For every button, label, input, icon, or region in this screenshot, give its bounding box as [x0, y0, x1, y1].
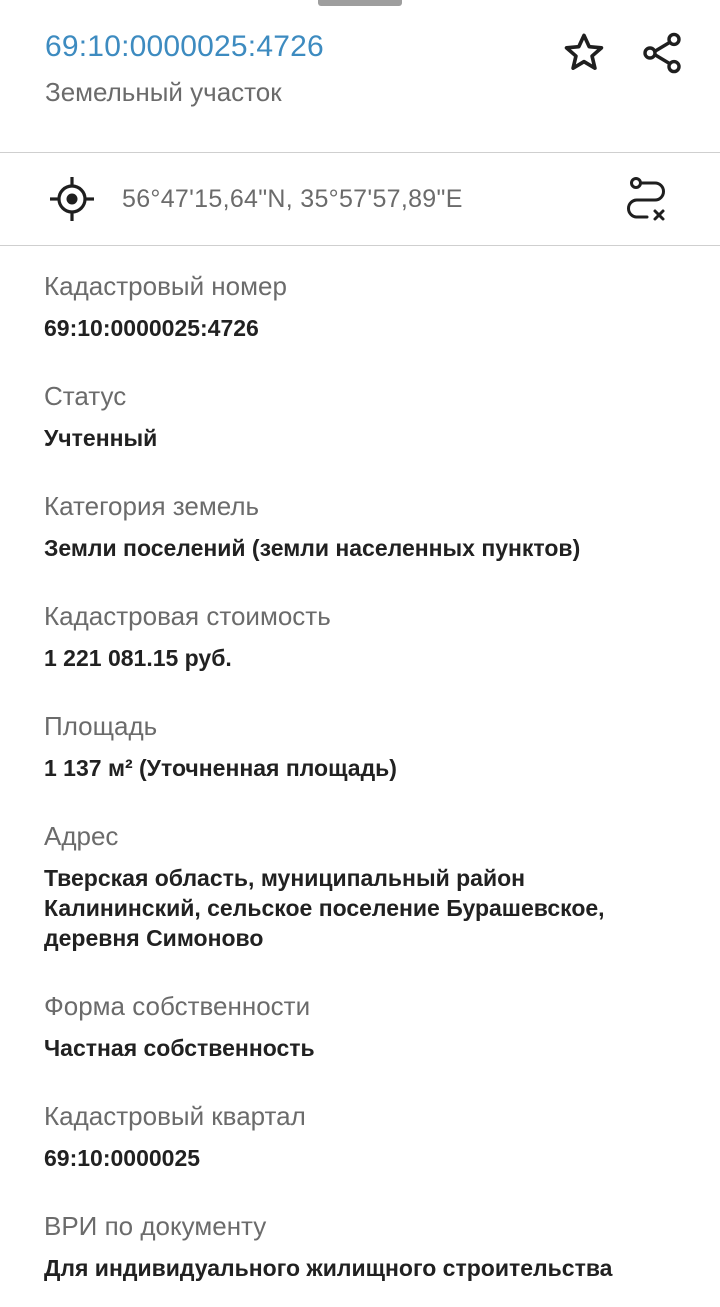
coordinates-text[interactable]: 56°47'15,64"N, 35°57'57,89"E: [122, 185, 463, 213]
property-label: Форма собственности: [44, 991, 311, 1021]
property-value[interactable]: Учтенный: [44, 425, 158, 451]
property-label: Адрес: [44, 821, 119, 851]
property-value[interactable]: Земли поселений (земли населенных пунктов): [44, 535, 581, 561]
property-ownership-form: [44, 990, 684, 1063]
parcel-subtitle: Земельный участок: [45, 77, 282, 107]
property-cadastral-value: [44, 600, 684, 673]
share-button[interactable]: [634, 25, 690, 81]
property-label: Статус: [44, 381, 127, 411]
route-clear-button[interactable]: [618, 173, 674, 229]
property-label: Кадастровый квартал: [44, 1101, 306, 1131]
route-clear-icon: [621, 176, 671, 226]
property-label: Кадастровый номер: [44, 271, 287, 301]
property-value[interactable]: 69:10:0000025: [44, 1145, 201, 1171]
property-label: Кадастровая стоимость: [44, 601, 331, 631]
property-land-category: [44, 490, 684, 563]
parcel-header: [0, 0, 720, 152]
property-permitted-use: [44, 1210, 684, 1283]
property-status: [44, 380, 684, 453]
coordinates-row[interactable]: [0, 153, 720, 245]
property-value[interactable]: 69:10:0000025:4726: [44, 315, 259, 341]
star-outline-icon: [561, 30, 607, 76]
property-label: ВРИ по документу: [44, 1211, 267, 1241]
property-value[interactable]: Для индивидуального жилищного строительства: [44, 1255, 613, 1281]
property-value[interactable]: Частная собственность: [44, 1035, 315, 1061]
property-address: [44, 820, 684, 953]
parcel-title: 69:10:0000025:4726: [45, 30, 324, 63]
property-label: Площадь: [44, 711, 158, 741]
share-icon: [638, 29, 686, 77]
property-value[interactable]: 1 221 081.15 руб.: [44, 645, 232, 671]
property-cadastral-block: [44, 1100, 684, 1173]
coordinates-divider: [0, 245, 720, 246]
property-area: [44, 710, 684, 783]
property-cadastral-number: [44, 270, 684, 343]
property-value[interactable]: 1 137 м² (Уточненная площадь): [44, 755, 397, 781]
property-label: Категория земель: [44, 491, 260, 521]
crosshair-icon: [48, 175, 96, 223]
favorite-button[interactable]: [556, 25, 612, 81]
property-value[interactable]: Тверская область, муниципальный район Калининский, сельское поселение Бурашевское, деревня Симоново: [44, 865, 605, 951]
